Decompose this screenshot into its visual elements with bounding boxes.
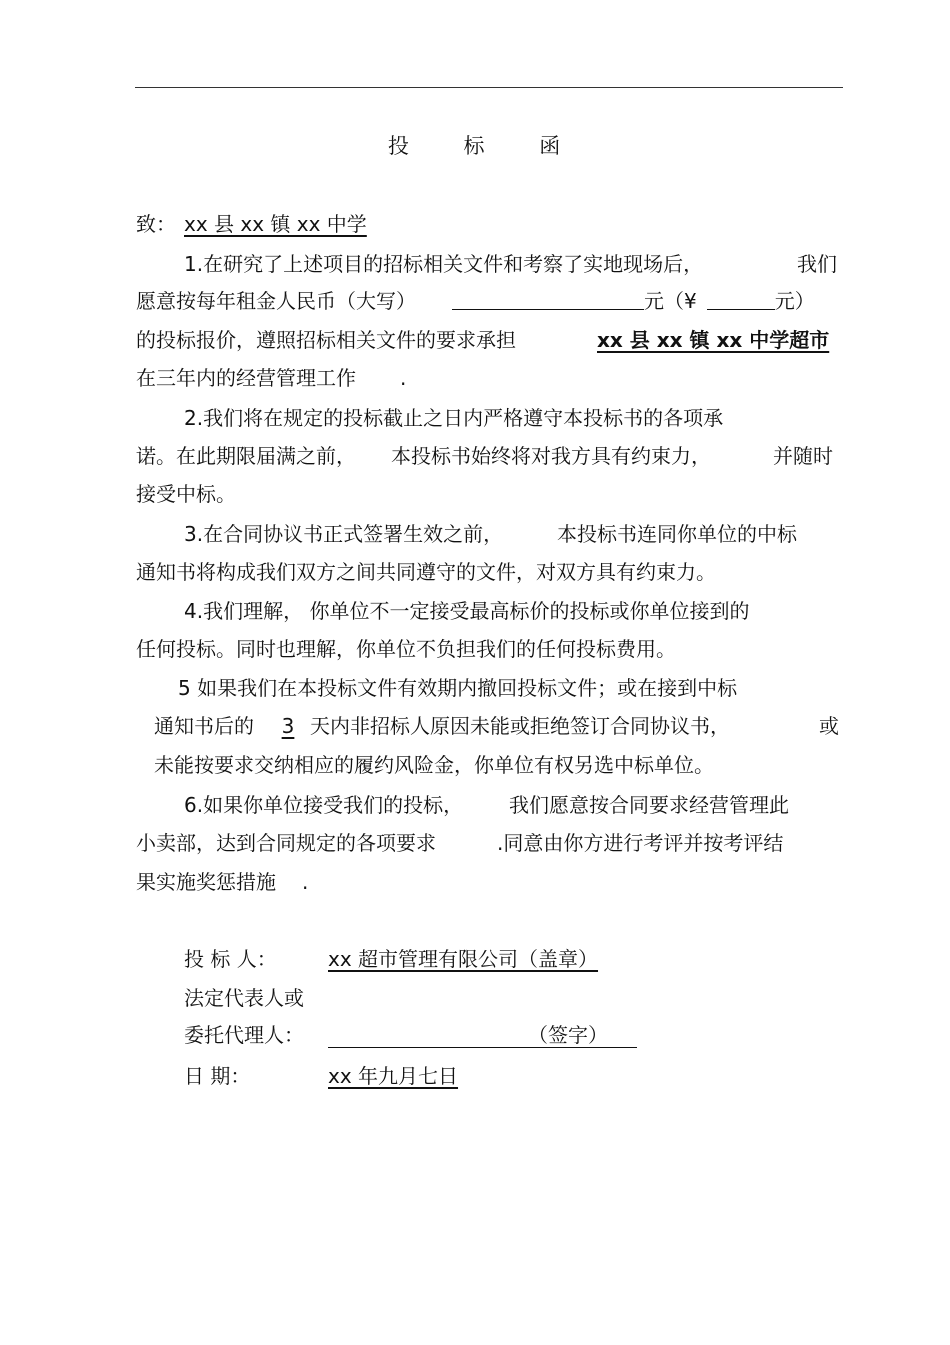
p1-line-2	[136, 287, 815, 315]
p6-line-2a: 小卖部，达到合同规定的各项要求	[136, 831, 436, 855]
p6-line-1b: 我们愿意按合同要求经营管理此	[509, 793, 789, 817]
p4-line-2: 任何投标。同时也理解，你单位不负担我们的任何投标费用。	[136, 637, 676, 661]
header-rule	[135, 87, 843, 88]
title-char: 标	[463, 134, 487, 158]
contract-target: xx 县 xx 镇 xx 中学超市	[597, 328, 830, 352]
rent-amount-words-blank	[452, 289, 644, 310]
p6-line-3a: 果实施奖惩措施	[136, 870, 276, 894]
recipient-line	[136, 210, 373, 238]
p1-line-1: 1.在研究了上述项目的招标相关文件和考察了实地现场后，	[184, 252, 704, 276]
agent-signature-line	[328, 1021, 637, 1048]
p3-line-1b: 本投标书连同你单位的中标	[557, 522, 797, 546]
p5-line-2a: 通知书后的	[154, 714, 254, 738]
p5-line-2	[154, 712, 730, 740]
p2-line-1: 2.我们将在规定的投标截止之日内严格遵守本投标书的各项承	[184, 406, 724, 430]
rent-amount-number-blank	[707, 289, 775, 310]
rep-label: 法定代表人或	[184, 986, 304, 1010]
p6-line-3b: .	[302, 870, 309, 894]
p2-line-2c: 并随时	[773, 444, 833, 468]
bidder-value: xx 超市管理有限公司（盖章）	[328, 947, 599, 971]
p6-line-2b: .同意由你方进行考评并按考评结	[497, 831, 784, 855]
p6-line-1a: 6.如果你单位接受我们的投标，	[184, 793, 464, 817]
agent-signature-note: （签字）	[528, 1023, 608, 1047]
p5-line-3: 未能按要求交纳相应的履约风险金，你单位有权另选中标单位。	[154, 753, 714, 777]
p1-unit-1: 元（¥	[644, 289, 697, 313]
p1-unit-2: 元）	[774, 289, 815, 313]
p1-line-4-end: .	[400, 366, 407, 390]
p1-line-4: 在三年内的经营管理工作	[136, 366, 356, 390]
date-label: 日 期：	[184, 1064, 251, 1088]
recipient-name: xx 县 xx 镇 xx 中学	[184, 212, 367, 236]
p3-line-1a: 3.在合同协议书正式签署生效之前，	[184, 522, 504, 546]
p2-line-2b: 本投标书始终将对我方具有约束力，	[391, 444, 711, 468]
p5-line-2b: 天内非招标人原因未能或拒绝签订合同协议书，	[310, 714, 730, 738]
p3-line-2: 通知书将构成我们双方之间共同遵守的文件，对双方具有约束力。	[136, 560, 716, 584]
p2-line-2a: 诺。在此期限届满之前，	[136, 444, 356, 468]
date-value: xx 年九月七日	[328, 1064, 459, 1088]
p5-line-1: 5 如果我们在本投标文件有效期内撤回投标文件；或在接到中标	[178, 676, 738, 700]
p1-line-3: 的投标报价，遵照招标相关文件的要求承担	[136, 328, 516, 352]
title-char: 投	[387, 134, 411, 158]
bidder-label: 投 标 人：	[184, 947, 277, 971]
p1-line-2-text: 愿意按每年租金人民币（大写）	[136, 289, 416, 313]
title-char: 函	[539, 134, 563, 158]
p2-line-3: 接受中标。	[136, 482, 236, 506]
days-value: 3	[281, 714, 295, 738]
p5-line-2c: 或	[819, 714, 839, 738]
recipient-prefix: 致：	[136, 212, 176, 236]
document-title	[0, 130, 950, 160]
agent-label: 委托代理人：	[184, 1023, 304, 1047]
p1-line-1-end: 我们	[797, 252, 837, 276]
p4-line-1: 4.我们理解， 你单位不一定接受最高标价的投标或你单位接到的	[184, 599, 750, 623]
